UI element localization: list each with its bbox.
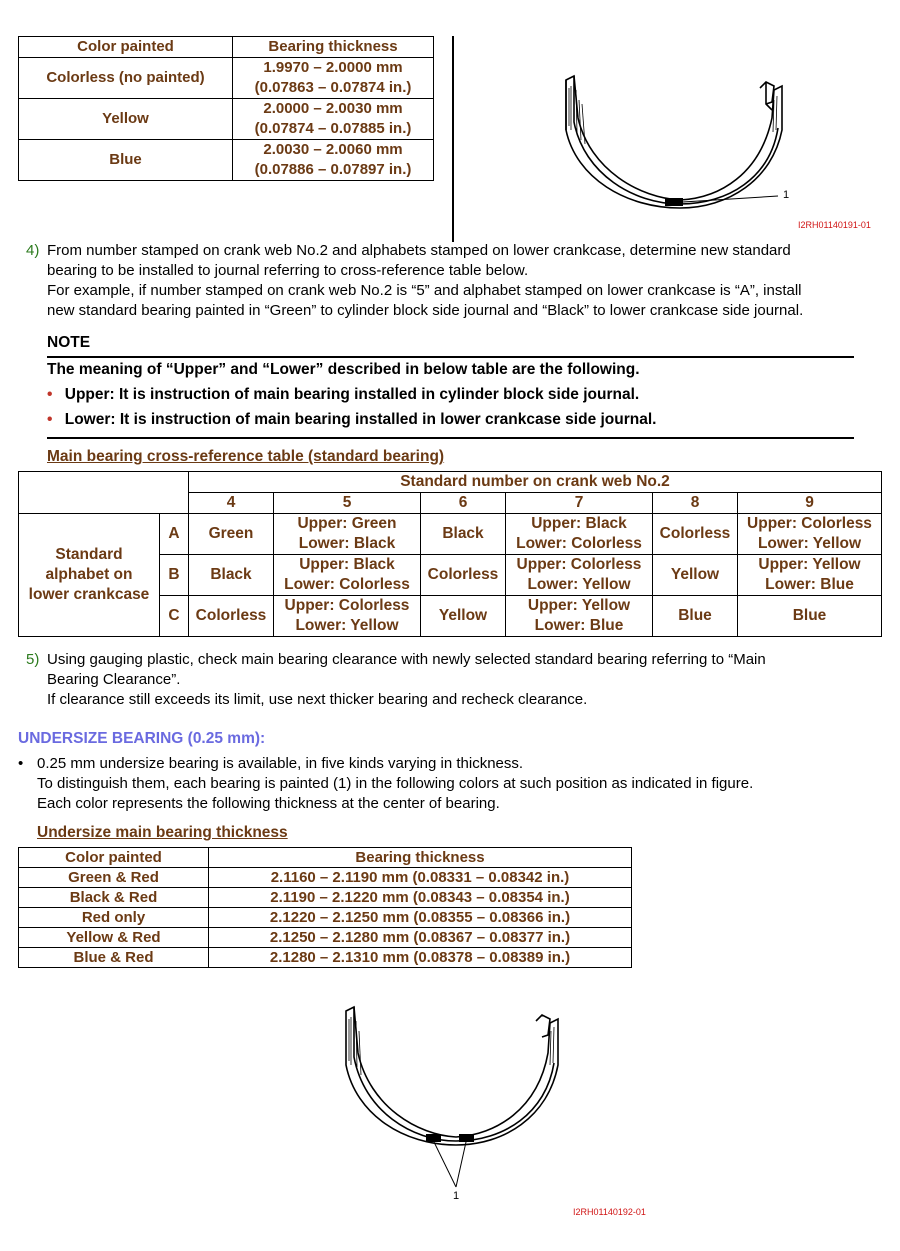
cell: Black — [421, 514, 506, 555]
table-row — [19, 514, 882, 555]
table-header: Color painted — [19, 37, 233, 58]
color-cell: Colorless (no painted) — [19, 58, 233, 99]
table-row — [19, 888, 632, 908]
thickness-cell: 2.1220 – 2.1250 mm (0.08355 – 0.08366 in.) — [209, 908, 632, 928]
cell: Upper: Colorless Lower: Yellow — [274, 596, 421, 637]
letter-cell: A — [160, 514, 189, 555]
color-cell: Red only — [19, 908, 209, 928]
number-header: 5 — [274, 493, 421, 514]
cell: Black — [189, 555, 274, 596]
cross-reference-table — [18, 471, 882, 637]
letter-cell: C — [160, 596, 189, 637]
thickness-cell: 2.1190 – 2.1220 mm (0.08343 – 0.08354 in.) — [209, 888, 632, 908]
number-header: 9 — [738, 493, 882, 514]
undersize-text: 0.25 mm undersize bearing is available, in five kinds varying in thickness. To distinguish them, each bearing is painted (1) in the following colors at such position as indicated in figure. Each color represents the following thickness at the center of bearing. — [37, 755, 754, 812]
table-header: Bearing thickness — [209, 848, 632, 868]
bullet-icon: • — [47, 411, 53, 428]
number-header: 4 — [189, 493, 274, 514]
column-divider — [452, 36, 454, 242]
thickness-cell: 2.0000 – 2.0030 mm (0.07874 – 0.07885 in.) — [233, 99, 434, 140]
note-bullet: • Lower: It is instruction of main bearing installed in lower crankcase side journal. — [47, 411, 657, 428]
cell: Upper: Yellow Lower: Blue — [738, 555, 882, 596]
number-header: 6 — [421, 493, 506, 514]
table-row — [19, 58, 434, 99]
figure-callout: 1 — [783, 189, 790, 201]
thickness-cell: 2.0030 – 2.0060 mm (0.07886 – 0.07897 in.) — [233, 140, 434, 181]
thickness-cell: 2.1280 – 2.1310 mm (0.08378 – 0.08389 in.) — [209, 948, 632, 968]
note-title: NOTE — [47, 334, 91, 351]
undersize-bullet: • — [18, 755, 24, 772]
bearing-thickness-table — [18, 36, 434, 181]
undersize-bearing-figure — [338, 1003, 568, 1203]
color-cell: Black & Red — [19, 888, 209, 908]
step-5-text: Using gauging plastic, check main bearing clearance with newly selected standard bearing referring to “Main Bearing Clearance”. If clearance still exceeds its limit, use next thicker bearing and recheck clearance. — [47, 651, 766, 708]
figure-caption: I2RH01140192-01 — [573, 1207, 646, 1217]
note-rule-bottom — [47, 437, 854, 439]
note-intro: The meaning of “Upper” and “Lower” described in below table are the following. — [47, 361, 640, 378]
cell: Colorless — [189, 596, 274, 637]
table-header: Color painted — [19, 848, 209, 868]
number-header: 7 — [506, 493, 653, 514]
step-4-text: From number stamped on crank web No.2 and alphabets stamped on lower crankcase, determine new standard bearing to be installed to journal referring to cross-reference table below. For example, if number stamped on crank web No.2 is “5” and alphabet stamped on lower crankcase is “A”, install new standard bearing painted in “Green” to cylinder block side journal and “Black” to lower crankcase side journal. — [47, 242, 804, 319]
step-number: 4) — [26, 242, 40, 259]
cell: Yellow — [421, 596, 506, 637]
cell: Colorless — [421, 555, 506, 596]
table-row — [19, 928, 632, 948]
letter-cell: B — [160, 555, 189, 596]
note-rule-top — [47, 356, 854, 358]
figure-callout: 1 — [453, 1190, 460, 1202]
undersize-thickness-table — [18, 847, 632, 968]
number-header: 8 — [653, 493, 738, 514]
thickness-cell: 2.1160 – 2.1190 mm (0.08331 – 0.08342 in.) — [209, 868, 632, 888]
color-cell: Green & Red — [19, 868, 209, 888]
cell: Upper: Colorless Lower: Yellow — [738, 514, 882, 555]
table-row — [19, 948, 632, 968]
color-cell: Yellow — [19, 99, 233, 140]
cell: Upper: Black Lower: Colorless — [506, 514, 653, 555]
color-cell: Yellow & Red — [19, 928, 209, 948]
cell: Yellow — [653, 555, 738, 596]
cell: Upper: Colorless Lower: Yellow — [506, 555, 653, 596]
cell: Blue — [653, 596, 738, 637]
section-heading: UNDERSIZE BEARING (0.25 mm): — [18, 730, 266, 747]
table-header: Bearing thickness — [233, 37, 434, 58]
bullet-icon: • — [47, 386, 53, 403]
table-row — [19, 99, 434, 140]
row-label: Standard alphabet on lower crankcase — [19, 514, 160, 637]
figure-caption: I2RH01140191-01 — [798, 220, 871, 230]
note-bullet: • Upper: It is instruction of main bearing installed in cylinder block side journal. — [47, 386, 640, 403]
thickness-cell: 2.1250 – 2.1280 mm (0.08367 – 0.08377 in.) — [209, 928, 632, 948]
cell: Upper: Green Lower: Black — [274, 514, 421, 555]
table-row — [19, 140, 434, 181]
cross-ref-title: Main bearing cross-reference table (standard bearing) — [47, 448, 445, 465]
empty-corner — [19, 472, 189, 514]
thickness-cell: 1.9970 – 2.0000 mm (0.07863 – 0.07874 in.) — [233, 58, 434, 99]
table-row — [19, 908, 632, 928]
cell: Upper: Black Lower: Colorless — [274, 555, 421, 596]
cell: Upper: Yellow Lower: Blue — [506, 596, 653, 637]
cell: Blue — [738, 596, 882, 637]
cell: Green — [189, 514, 274, 555]
color-cell: Blue & Red — [19, 948, 209, 968]
cell: Colorless — [653, 514, 738, 555]
bearing-shell-figure — [560, 70, 790, 210]
color-cell: Blue — [19, 140, 233, 181]
table-header: Standard number on crank web No.2 — [189, 472, 882, 493]
table-row — [19, 868, 632, 888]
step-number: 5) — [26, 651, 40, 668]
undersize-table-title: Undersize main bearing thickness — [37, 824, 288, 841]
